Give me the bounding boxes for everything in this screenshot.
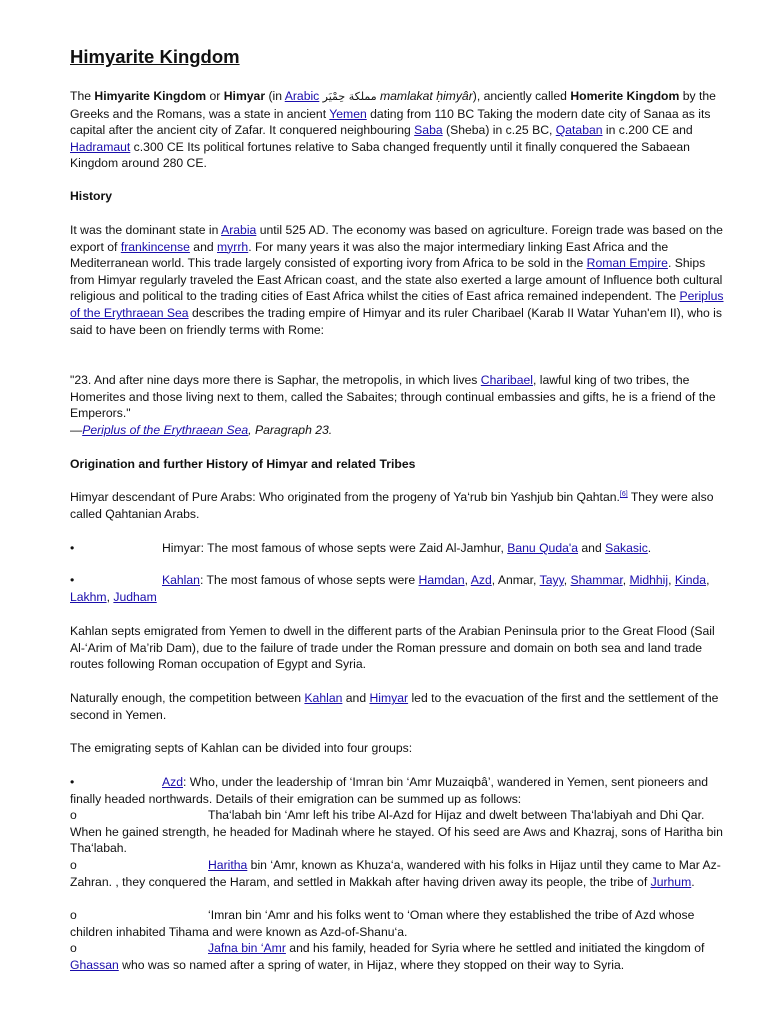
link-ghassan[interactable]: Ghassan <box>70 957 119 972</box>
text: led to the evacuation of the first and the settlement of the second in Yemen. <box>70 691 719 722</box>
link-charibael[interactable]: Charibael <box>480 373 533 387</box>
text: until 525 AD. The economy was based on agriculture. Foreign trade was based on the export of <box>70 223 723 254</box>
list-item-azd <box>70 774 732 807</box>
text: , <box>464 573 471 587</box>
text: , Anmar, <box>491 573 540 587</box>
text: and <box>342 691 370 705</box>
link-sakasic[interactable]: Sakasic <box>605 541 648 555</box>
link-kahlan[interactable]: Kahlan <box>304 691 343 705</box>
text: , <box>563 573 571 587</box>
text: . For many years it was also the major intermediary linking East Africa and the Mediterranean world. This trade largely consisted of exporting ivory from Africa to be sold in the <box>70 239 669 271</box>
text: bin ‘Amr, known as Khuza‘a, wandered with his folks in Hijaz until they came to Mar Az-Zahran. , they conquered the Haram, and settled in Makkah after having driven away its people, the tribe of <box>70 858 721 889</box>
link-jafna-bin-amr[interactable]: Jafna bin ‘Amr <box>208 941 286 955</box>
link-kinda[interactable]: Kinda <box>674 573 707 587</box>
text: , <box>622 573 630 587</box>
text: c.300 CE Its political fortunes relative to Saba changed frequently until it finally conquered the Sabaean Kingdom around 280 CE. <box>70 139 690 171</box>
bold-term: Homerite Kingdom <box>570 89 680 103</box>
text: : The most famous of whose septs were <box>199 573 419 587</box>
arabic-name: مملكة حِمْيَر <box>322 90 377 103</box>
sub-bullet: o <box>70 858 77 872</box>
page-title: Himyarite Kingdom <box>70 46 240 67</box>
bold-term: Himyar <box>223 89 266 103</box>
text: in c.200 CE and <box>602 123 693 138</box>
text: . <box>691 874 695 889</box>
link-midhhij[interactable]: Midhhij <box>629 573 669 587</box>
text: and <box>578 541 606 555</box>
link-lakhm[interactable]: Lakhm <box>70 589 107 604</box>
history-heading: History <box>70 189 112 203</box>
link-qataban[interactable]: Qataban <box>555 123 603 138</box>
text: who was so named after a spring of water, in Hijaz, where they stopped on their way to Syria. <box>118 957 625 972</box>
link-shammar[interactable]: Shammar <box>570 573 623 587</box>
text: or <box>206 89 224 103</box>
list-item <box>70 540 732 557</box>
text: , <box>706 573 710 587</box>
link-hadramaut[interactable]: Hadramaut <box>70 139 131 154</box>
citation-text: , Paragraph 23. <box>248 422 333 437</box>
text: dating from 110 BC Taking the modern date city of Sanaa as its capital after the ancient city of Zafar. It conquered neighbouring <box>70 106 711 138</box>
text: : Who, under the leadership of ‘Imran bin ‘Amr Muzaiqbâ’, wandered in Yemen, sent pioneers and finally headed northwards. Details of their emigration can be summed up as follows: <box>70 775 709 806</box>
transliteration: mamlakat ḥimyâr <box>379 89 473 103</box>
link-judham[interactable]: Judham <box>113 589 157 604</box>
competition-paragraph <box>70 690 732 723</box>
quote-block <box>70 372 732 438</box>
text: and <box>189 239 218 254</box>
sub-list-item <box>70 807 732 857</box>
link-yemen[interactable]: Yemen <box>329 106 367 121</box>
link-haritha[interactable]: Haritha <box>208 858 248 872</box>
sub-list-item <box>70 907 732 940</box>
text: ‘Imran bin ‘Amr and his folks went to ‘Oman where they established the tribe of Azd whose children inhabited Tihama and were known as Azd-of-Shanu‘a. <box>70 908 695 939</box>
groups-paragraph: The emigrating septs of Kahlan can be divided into four groups: <box>70 741 413 755</box>
link-saba[interactable]: Saba <box>414 123 443 138</box>
link-tayy[interactable]: Tayy <box>539 573 564 587</box>
text: It was the dominant state in <box>70 223 222 237</box>
list-item <box>70 572 732 605</box>
text: , <box>106 589 114 604</box>
dash: — <box>70 422 83 437</box>
link-periplus[interactable]: Periplus of the Erythraean Sea <box>70 289 724 320</box>
link-arabia[interactable]: Arabia <box>221 223 257 237</box>
bullet: • <box>70 573 75 587</box>
bold-term: Himyarite Kingdom <box>94 89 207 103</box>
link-frankincense[interactable]: frankincense <box>120 239 190 254</box>
sub-bullet: o <box>70 808 77 822</box>
sub-bullet: o <box>70 908 77 922</box>
text: (Sheba) in c.25 BC, <box>442 123 556 138</box>
link-jurhum[interactable]: Jurhum <box>650 874 692 889</box>
link-himyar[interactable]: Himyar <box>369 691 409 705</box>
origination-heading: Origination and further History of Himyar and related Tribes <box>70 457 416 471</box>
link-myrrh[interactable]: myrrh <box>217 239 249 254</box>
sub-bullet: o <box>70 941 77 955</box>
text: describes the trading empire of Himyar and its ruler Charibael (Karab II Watar Yuhan'em II), who is said to have been on friendly terms with Rome: <box>70 305 722 337</box>
text: Tha‘labah bin ‘Amr left his tribe Al-Azd for Hijaz and dwelt between Tha‘labiyah and Dhi Qar. When he gained strength, he headed for Madinah where he stayed. Of his seed are Aws and Khazraj, sons of Haritha bin Tha‘labah. <box>70 808 723 856</box>
text: , <box>668 573 675 587</box>
link-arabic[interactable]: Arabic <box>284 89 320 103</box>
link-azd[interactable]: Azd <box>162 775 184 789</box>
text: They were also called Qahtanian Arabs. <box>70 490 714 521</box>
text: by the Greeks and the Romans, was a state in ancient <box>70 89 716 121</box>
link-azd[interactable]: Azd <box>470 573 492 587</box>
text: . Ships from Himyar regularly traveled the East African coast, and the state also exerted a large amount of Influence both cultural religious and political to the trading cities of East Africa whilst the cities of East africa remained independent. The <box>70 256 723 304</box>
history-paragraph <box>70 222 732 338</box>
text: Naturally enough, the competition between <box>70 691 305 705</box>
text: The <box>70 89 95 103</box>
sub-list-item <box>70 940 732 973</box>
text: Himyar: The most famous of whose septs were Zaid Al-Jamhur, <box>162 541 508 555</box>
kahlan-paragraph: Kahlan septs emigrated from Yemen to dwell in the different parts of the Arabian Peninsula prior to the Great Flood (Sail Al-‘Arim of Ma’rib Dam), due to the failure of trade under the Roman pressure and domain on both sea and land trade routes following Roman occupation of Egypt and Syria. <box>70 624 715 672</box>
text: "23. And after nine days more there is Saphar, the metropolis, in which lives <box>70 373 481 387</box>
bullet: • <box>70 775 75 789</box>
text: Himyar descendant of Pure Arabs: Who originated from the progeny of Ya‘rub bin Yashjub bin Qahtan. <box>70 490 620 504</box>
origination-paragraph <box>70 489 732 522</box>
link-banu-qudaa[interactable]: Banu Quda'a <box>507 541 578 555</box>
text: , lawful king of two tribes, the Homerites and those living next to them, called the Sabaites; through continual embassies and gifts, he is a friend of the Emperors." <box>70 373 716 421</box>
sub-list-item <box>70 857 732 890</box>
intro-paragraph <box>70 88 732 172</box>
text: ), anciently called <box>472 89 571 103</box>
text: (in <box>265 89 285 103</box>
link-periplus-citation[interactable]: Periplus of the Erythraean Sea <box>82 422 249 437</box>
text: . <box>647 541 652 555</box>
footnote-link[interactable]: [6] <box>619 490 628 498</box>
link-kahlan[interactable]: Kahlan <box>162 573 200 587</box>
link-roman-empire[interactable]: Roman Empire <box>586 256 668 271</box>
text: and his family, headed for Syria where he settled and initiated the kingdom of <box>285 941 705 955</box>
link-hamdan[interactable]: Hamdan <box>418 573 465 587</box>
bullet: • <box>70 541 75 555</box>
